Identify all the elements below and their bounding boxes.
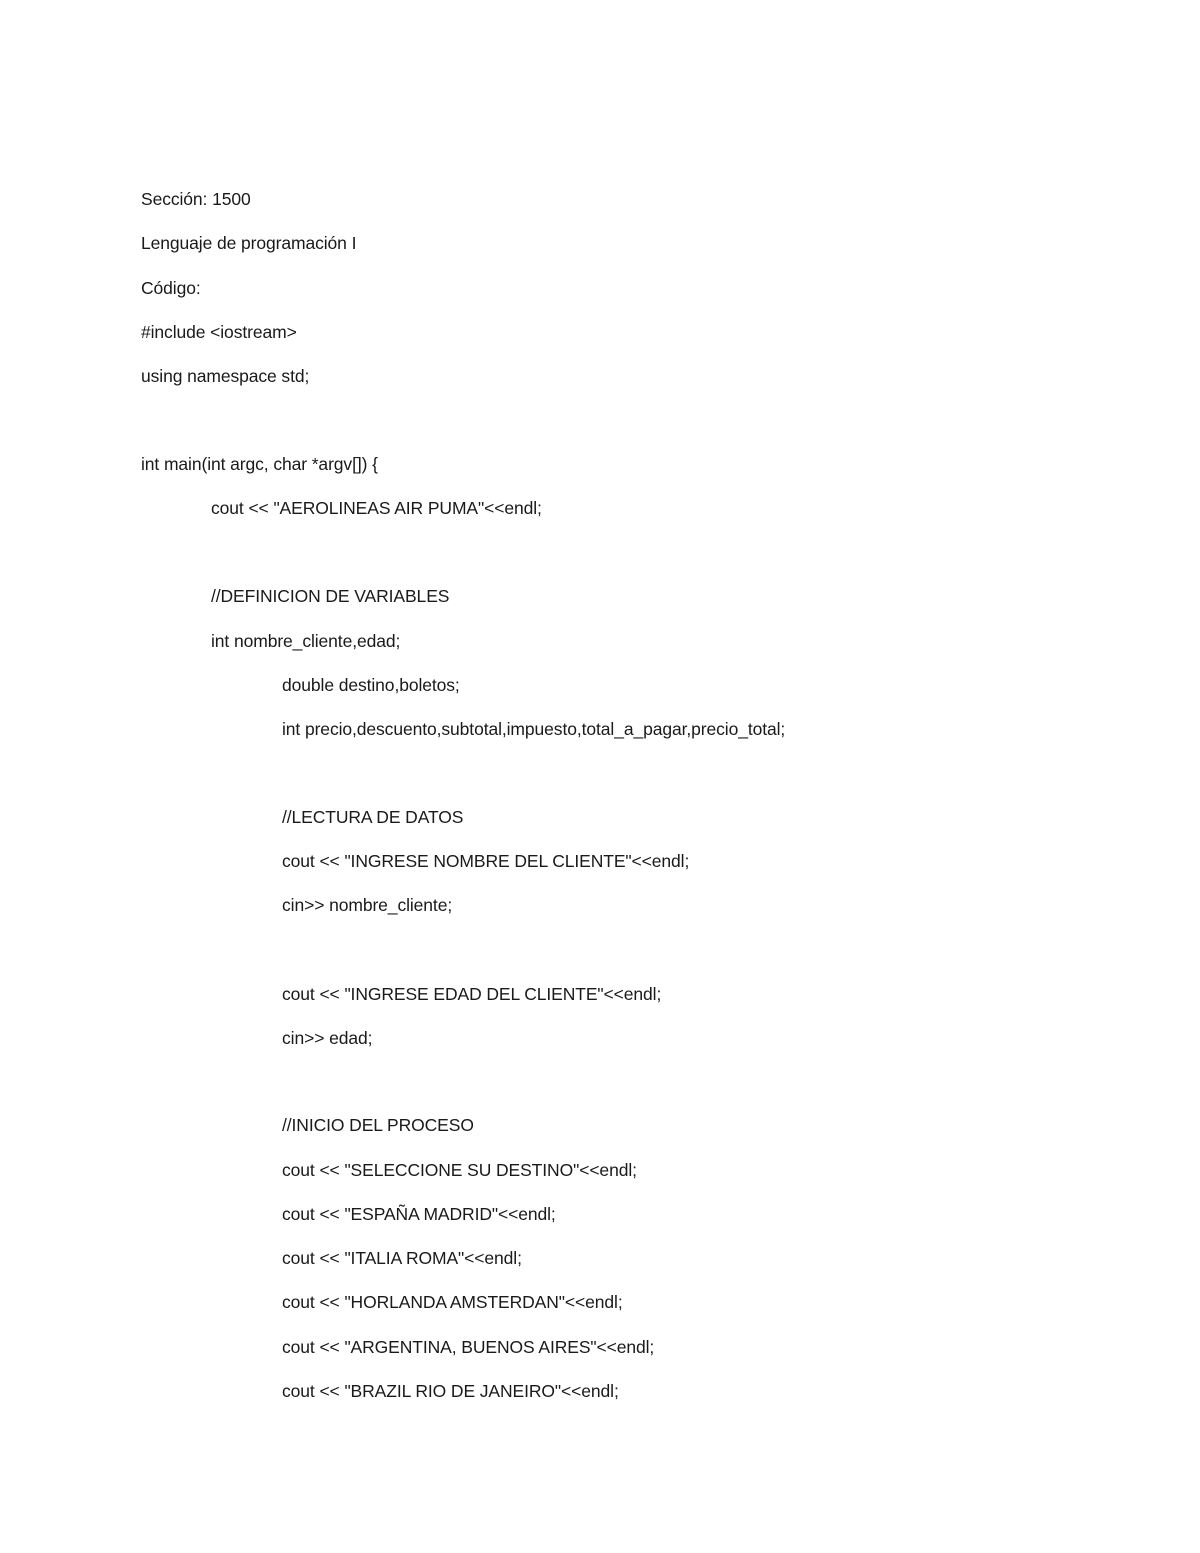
code-line: cout << "BRAZIL RIO DE JANEIRO"<<endl; <box>282 1381 619 1401</box>
code-line: cin>> nombre_cliente; <box>282 895 453 915</box>
code-comment: //DEFINICION DE VARIABLES <box>211 586 450 606</box>
code-line: cout << "INGRESE NOMBRE DEL CLIENTE"<<endl; <box>282 851 690 871</box>
code-line: cout << "ARGENTINA, BUENOS AIRES"<<endl; <box>282 1337 655 1357</box>
code-line: cout << "INGRESE EDAD DEL CLIENTE"<<endl; <box>282 984 662 1004</box>
course-line: Lenguaje de programación I <box>141 233 357 253</box>
code-line: cout << "HORLANDA AMSTERDAN"<<endl; <box>282 1292 623 1312</box>
code-line: cin>> edad; <box>282 1028 373 1048</box>
code-line: cout << "SELECCIONE SU DESTINO"<<endl; <box>282 1160 637 1180</box>
code-line: cout << "ITALIA ROMA"<<endl; <box>282 1248 522 1268</box>
code-comment: //LECTURA DE DATOS <box>282 807 464 827</box>
code-line: cout << "ESPAÑA MADRID"<<endl; <box>282 1204 556 1224</box>
code-line: int nombre_cliente,edad; <box>211 631 401 651</box>
code-label: Código: <box>141 278 201 298</box>
code-line: double destino,boletos; <box>282 675 460 695</box>
code-line: cout << "AEROLINEAS AIR PUMA"<<endl; <box>211 498 542 518</box>
code-line: #include <iostream> <box>141 322 297 342</box>
code-line: int precio,descuento,subtotal,impuesto,total_a_pagar,precio_total; <box>282 719 786 739</box>
code-comment: //INICIO DEL PROCESO <box>282 1115 474 1135</box>
code-line: int main(int argc, char *argv[]) { <box>141 454 378 474</box>
section-line: Sección: 1500 <box>141 189 251 209</box>
code-line: using namespace std; <box>141 366 310 386</box>
